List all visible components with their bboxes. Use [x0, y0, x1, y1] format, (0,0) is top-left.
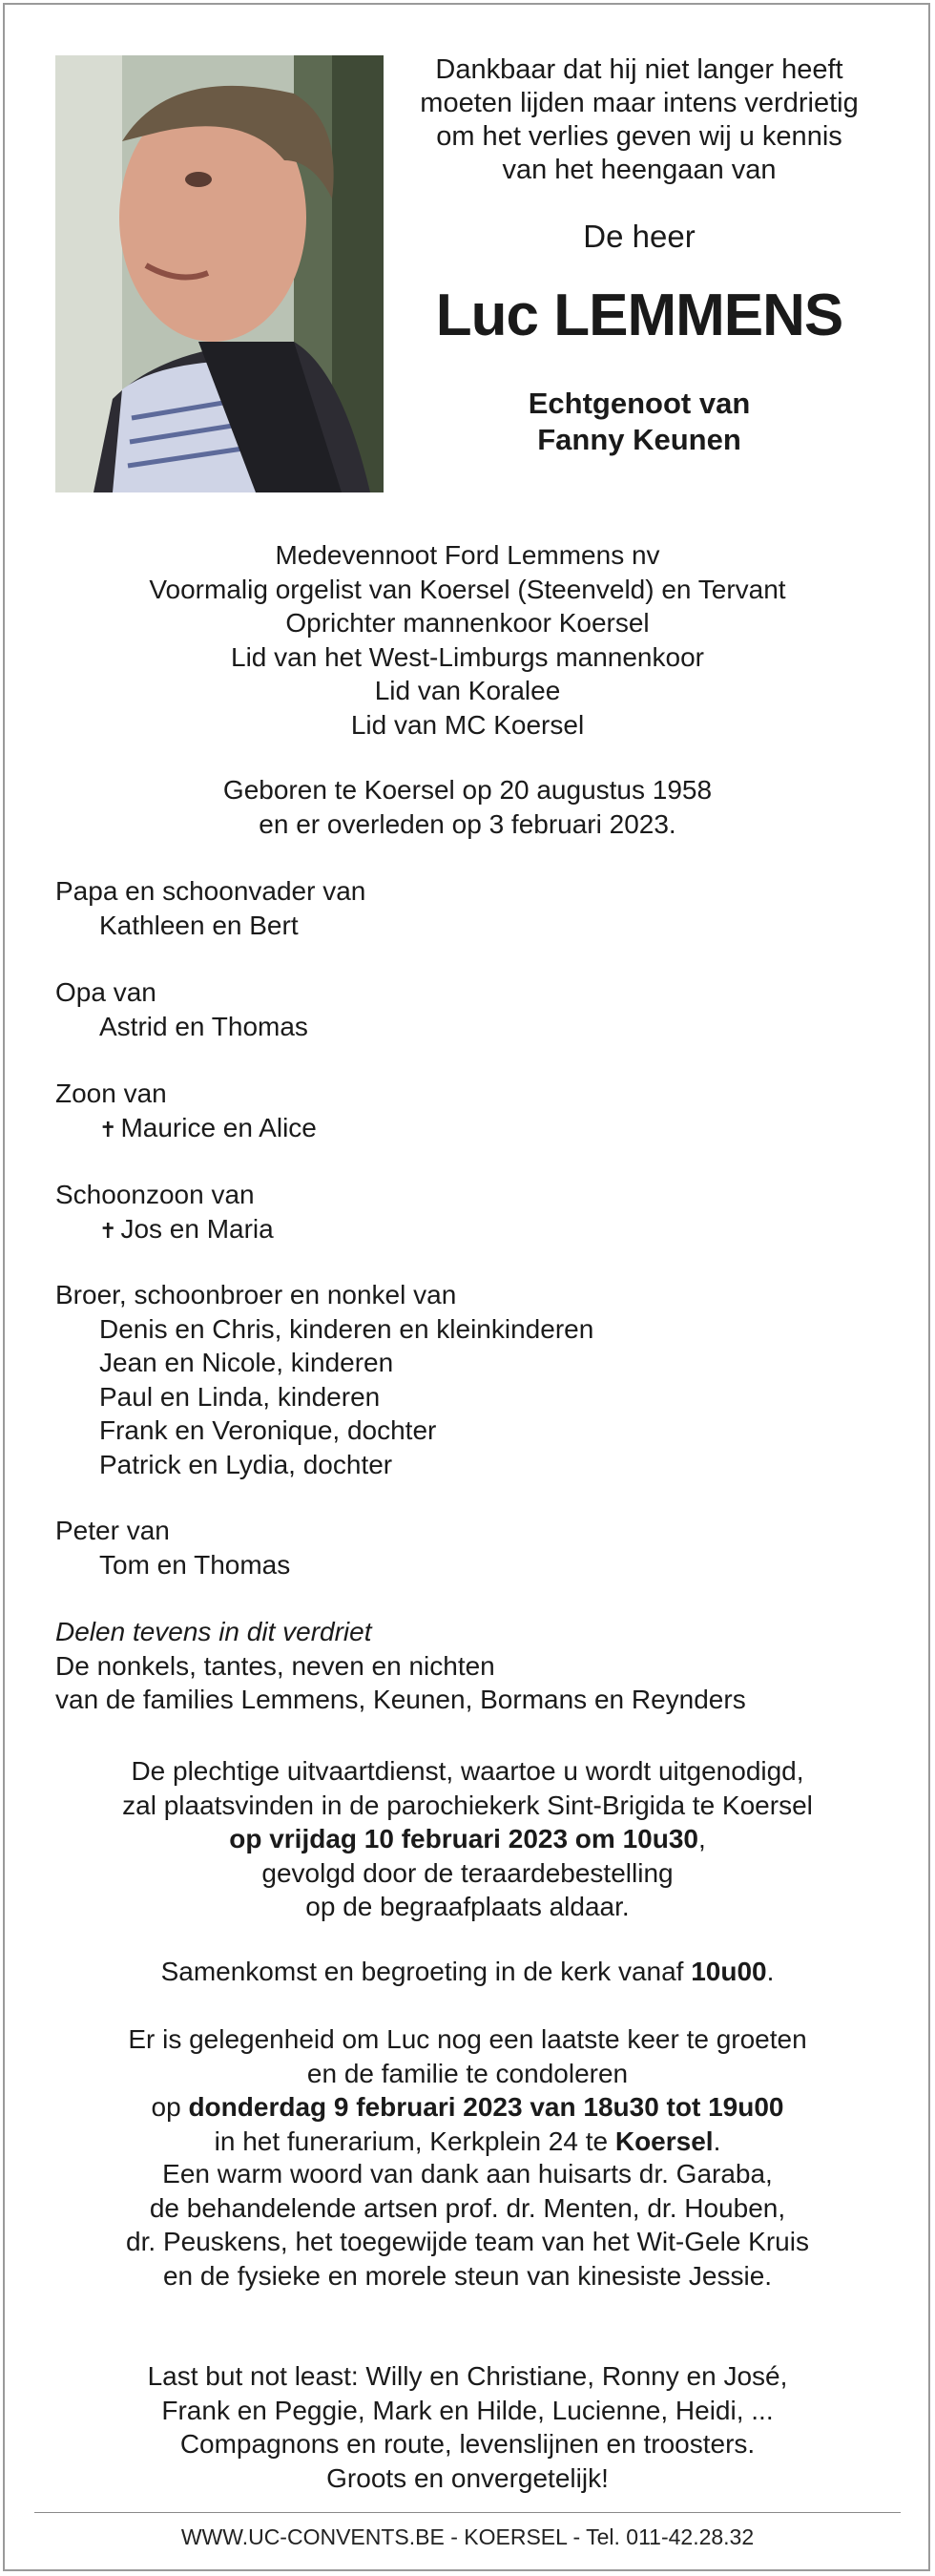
family-heading: Peter van — [55, 1516, 170, 1545]
family-names: van de families Lemmens, Keunen, Bormans en Reynders — [55, 1685, 746, 1714]
family-broer — [55, 1278, 895, 1481]
role-line: Lid van MC Koersel — [350, 709, 585, 740]
footer-text: WWW.UC-CONVENTS.BE - KOERSEL - Tel. 011-42.28.32 — [180, 2524, 755, 2549]
family-opa — [55, 975, 895, 1043]
family-heading: Zoon van — [55, 1079, 167, 1108]
family-names: De nonkels, tantes, neven en nichten — [55, 1650, 495, 1681]
family-heading: Papa en schoonvader van — [55, 876, 366, 906]
deceased-name: Luc LEMMENS — [435, 283, 843, 348]
birth-block — [0, 773, 935, 841]
role-line: Lid van Koralee — [374, 676, 561, 705]
spouse-block — [401, 386, 878, 458]
funeral-line: gevolgd door de teraardebestelling — [261, 1857, 674, 1888]
family-names: Astrid en Thomas — [99, 1011, 308, 1041]
family-names: Paul en Linda, kinderen — [99, 1381, 381, 1412]
family-heading: Delen tevens in dit verdriet — [55, 1617, 372, 1646]
family-zoon — [55, 1077, 895, 1146]
intro-text — [401, 53, 878, 187]
funeral-date-suffix: , — [697, 1824, 706, 1853]
thanks-block — [0, 2157, 935, 2293]
family-peter — [55, 1514, 895, 1581]
cross-icon: ✝ — [99, 1117, 117, 1141]
gathering-block — [0, 1955, 935, 1989]
funeral-date: op vrijdag 10 februari 2023 om 10u30 — [229, 1824, 698, 1853]
cross-icon: ✝ — [99, 1218, 117, 1243]
visitation-block — [0, 2022, 935, 2158]
salutation: De heer — [583, 219, 696, 254]
visitation-place: Koersel — [614, 2126, 714, 2156]
spouse-line: Echtgenoot van — [528, 387, 751, 420]
thanks-line: dr. Peuskens, het toegewijde team van het Wit-Gele Kruis — [126, 2227, 809, 2256]
birth-line: Geboren te Koersel op 20 augustus 1958 — [222, 775, 713, 805]
intro-line: moeten lijden maar intens verdrietig — [420, 88, 859, 118]
thanks-line: en de fysieke en morele steun van kinesiste Jessie. — [162, 2260, 773, 2291]
family-papa — [55, 874, 895, 942]
family-heading: Opa van — [55, 977, 156, 1007]
funeral-block — [0, 1754, 935, 1924]
family-names: Tom en Thomas — [99, 1549, 291, 1580]
role-line: Oprichter mannenkoor Koersel — [285, 608, 650, 638]
gathering-time: 10u00 — [691, 1957, 767, 1986]
family-delen — [55, 1615, 895, 1717]
roles-list — [0, 538, 935, 742]
intro-line: Dankbaar dat hij niet langer heeft — [435, 54, 843, 85]
visitation-place-suffix: . — [713, 2126, 721, 2156]
gathering-text: Samenkomst en begroeting in de kerk vanaf — [160, 1957, 692, 1986]
family-schoonzoon — [55, 1178, 895, 1247]
visitation-place-prefix: in het funerarium, Kerkplein 24 te — [214, 2126, 615, 2156]
visitation-prefix: op — [151, 2092, 189, 2122]
closing-block — [0, 2359, 935, 2495]
thanks-line: Een warm woord van dank aan huisarts dr. Garaba, — [162, 2159, 773, 2189]
funeral-line: De plechtige uitvaartdienst, waartoe u wordt uitgenodigd, — [131, 1756, 804, 1786]
family-names: Frank en Veronique, dochter — [99, 1415, 437, 1445]
family-heading: Broer, schoonbroer en nonkel van — [55, 1280, 457, 1309]
family-names: Jean en Nicole, kinderen — [99, 1348, 394, 1377]
closing-line: Compagnons en route, levenslijnen en troosters. — [179, 2429, 756, 2459]
visitation-date: donderdag 9 februari 2023 van 18u30 tot 19u00 — [188, 2092, 784, 2122]
visitation-line: Er is gelegenheid om Luc nog een laatste keer te groeten — [128, 2024, 807, 2054]
closing-line: Last but not least: Willy en Christiane, Ronny en José, — [147, 2361, 788, 2391]
closing-line: Groots en onvergetelijk! — [326, 2462, 609, 2493]
role-line: Lid van het West-Limburgs mannenkoor — [231, 641, 704, 672]
role-line: Voormalig orgelist van Koersel (Steenveld) en Tervant — [149, 574, 786, 604]
visitation-line: en de familie te condoleren — [306, 2058, 629, 2088]
funeral-line: op de begraafplaats aldaar. — [305, 1892, 630, 1921]
birth-line: en er overleden op 3 februari 2023. — [259, 808, 676, 839]
thanks-line: de behandelende artsen prof. dr. Menten, dr. Houben, — [149, 2192, 786, 2223]
family-names: Maurice en Alice — [120, 1112, 317, 1142]
portrait-photo — [55, 55, 384, 492]
family-names: Jos en Maria — [120, 1213, 274, 1244]
intro-line: om het verlies geven wij u kennis — [436, 121, 842, 152]
spouse-line: Fanny Keunen — [537, 423, 741, 456]
intro-line: van het heengaan van — [502, 155, 777, 185]
gathering-suffix: . — [766, 1957, 775, 1986]
family-heading: Schoonzoon van — [55, 1180, 255, 1209]
family-names: Patrick en Lydia, dochter — [99, 1449, 393, 1479]
funeral-line: zal plaatsvinden in de parochiekerk Sint-Brigida te Koersel — [122, 1790, 813, 1820]
role-line: Medevennoot Ford Lemmens nv — [275, 540, 660, 570]
family-names: Denis en Chris, kinderen en kleinkinderen — [99, 1313, 594, 1344]
closing-line: Frank en Peggie, Mark en Hilde, Lucienne, Heidi, ... — [161, 2395, 774, 2425]
family-names: Kathleen en Bert — [99, 910, 299, 940]
footer-divider — [34, 2512, 901, 2513]
